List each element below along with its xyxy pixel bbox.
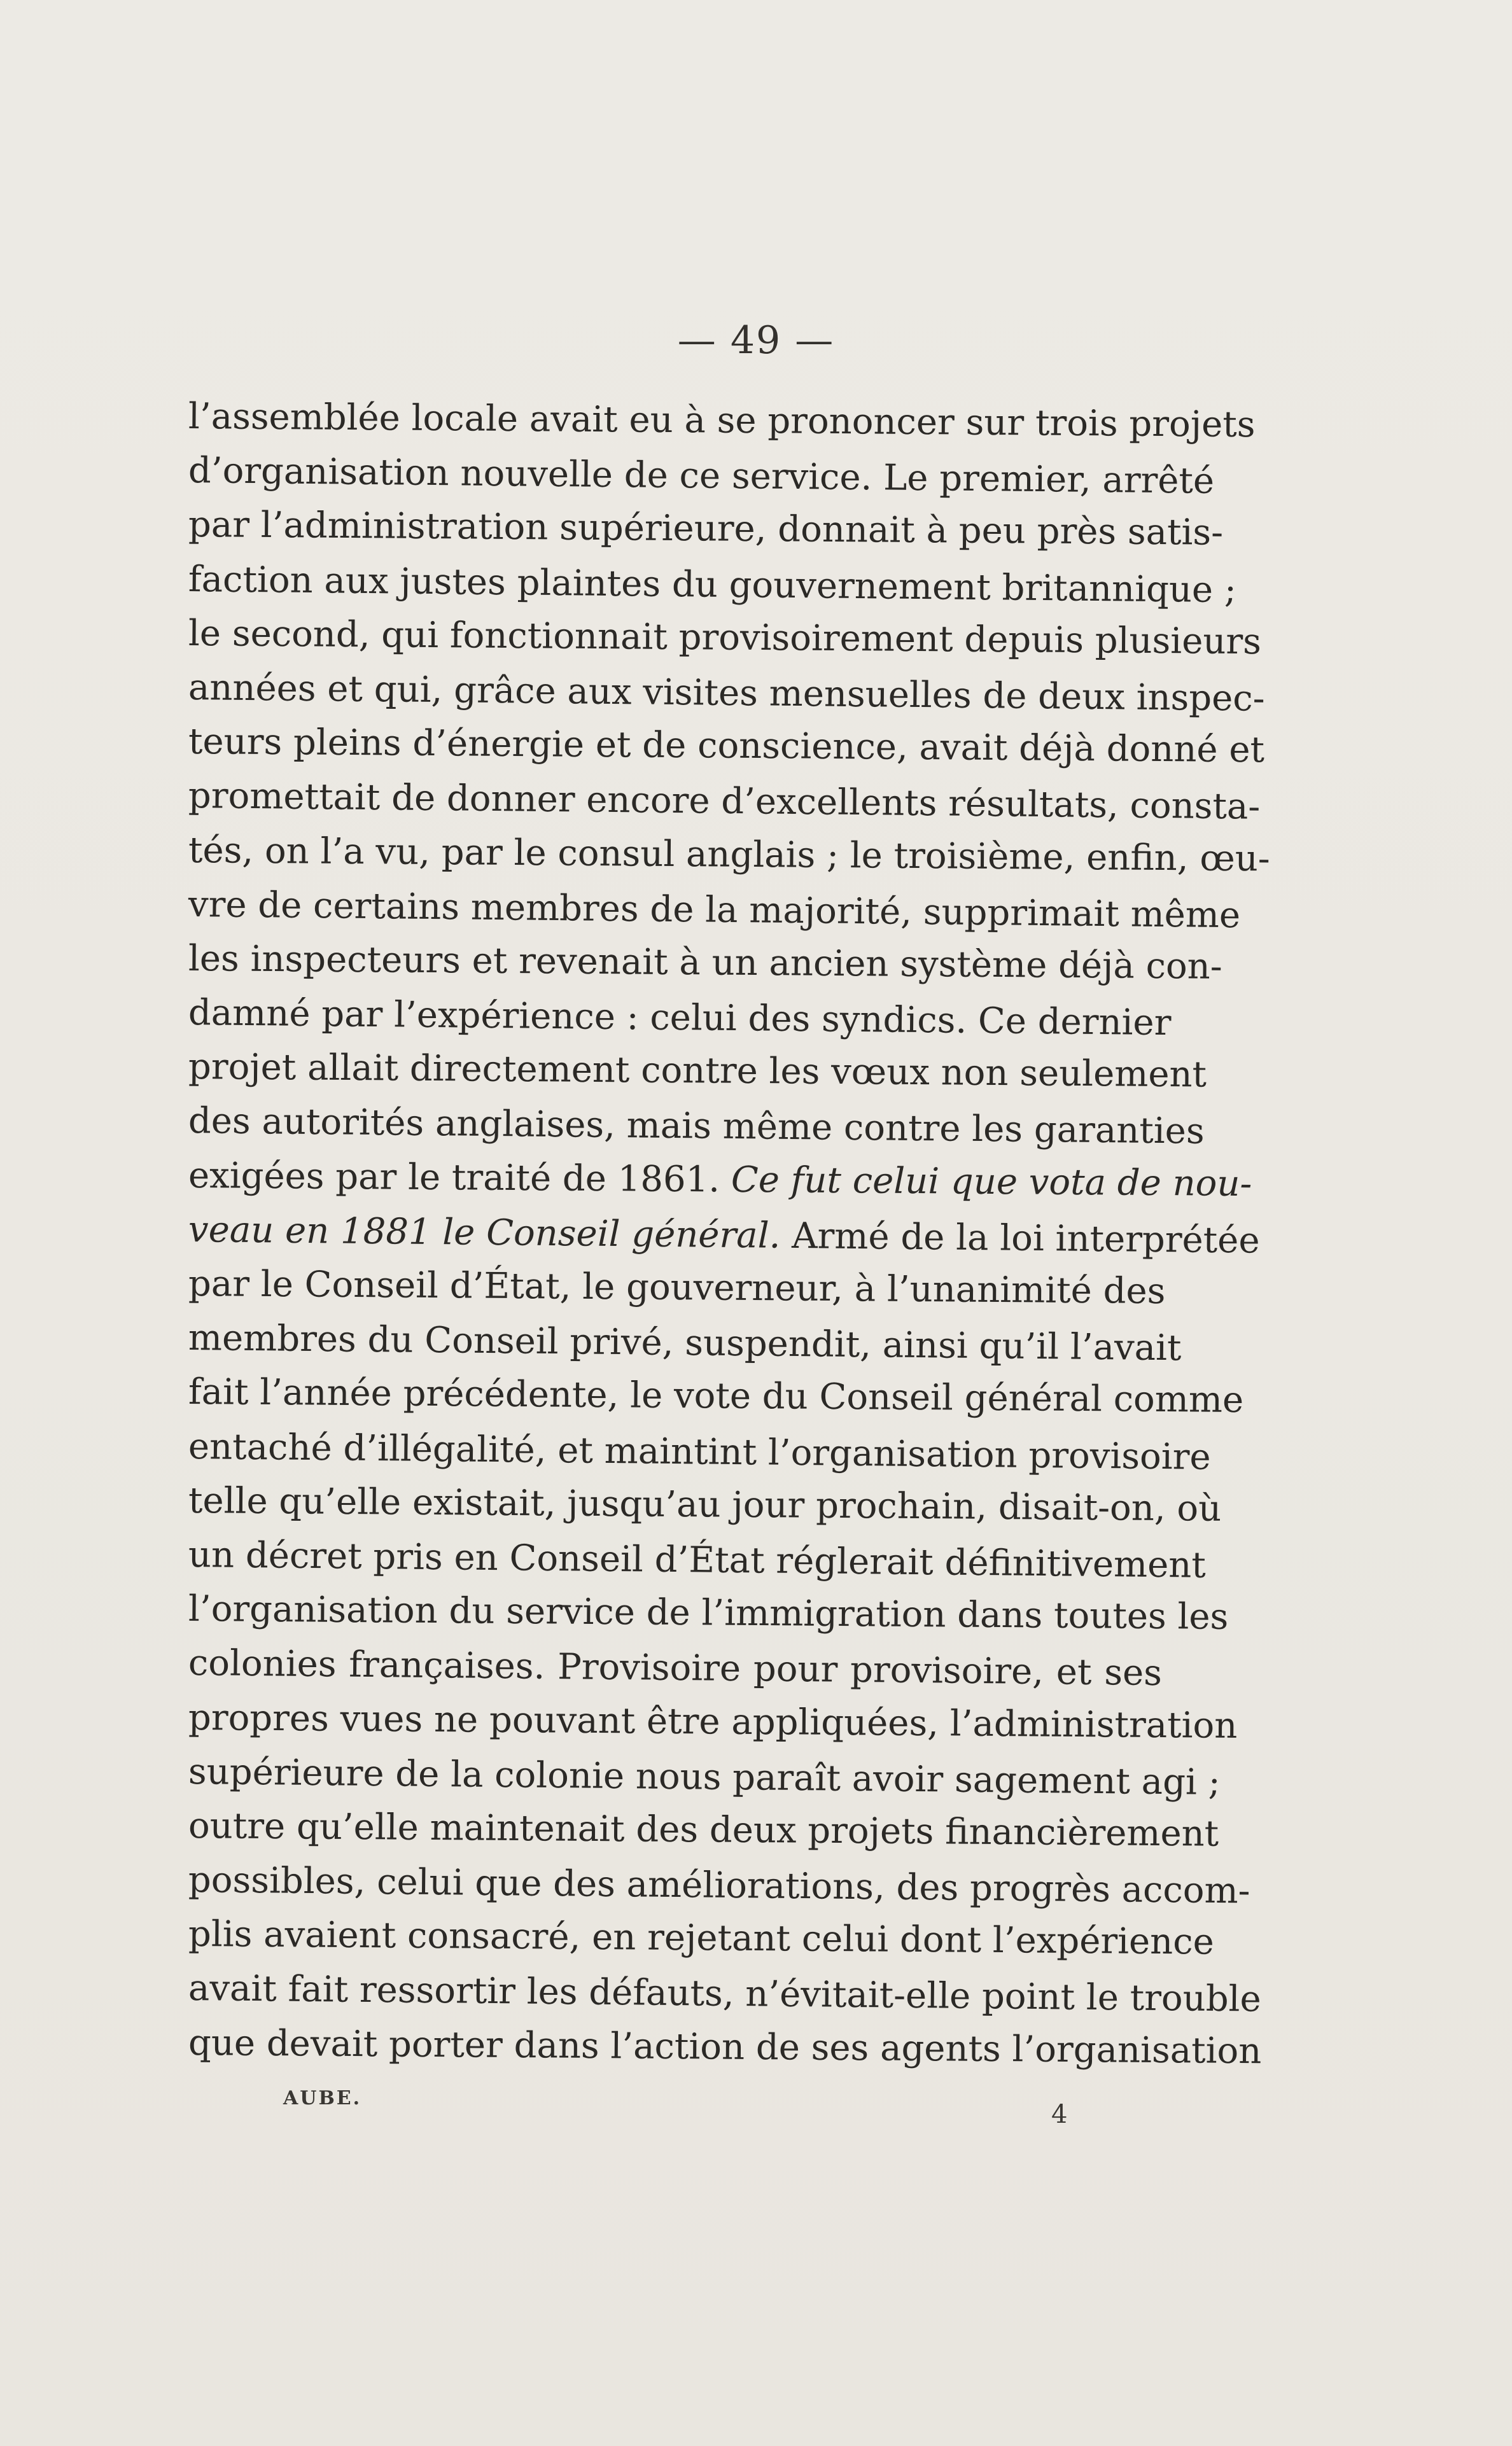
text-line: supérieure de la colonie nous paraît avoir sagement agi ;	[188, 1751, 1221, 1803]
text-line: promettait de donner encore d’excellents résultats, consta-	[188, 775, 1261, 828]
text-line: par le Conseil d’État, le gouverneur, à l’unanimité des	[188, 1263, 1166, 1313]
text-line: faction aux justes plaintes du gouvernement britannique ;	[188, 558, 1237, 611]
text-line: plis avaient consacré, en rejetant celui dont l’expérience	[188, 1913, 1215, 1963]
text-line: possibles, celui que des améliorations, des progrès accom-	[188, 1859, 1250, 1912]
italic-segment: veau en 1881 le Conseil général.	[188, 1208, 781, 1257]
page-number: — 49 —	[677, 318, 835, 363]
text-line: propres vues ne pouvant être appliquées, l’administration	[188, 1696, 1238, 1747]
printer-signature-mark: AUBE.	[283, 2087, 362, 2109]
text-line: l’assemblée locale avait eu à se prononcer sur trois projets	[188, 396, 1256, 446]
text-line: teurs pleins d’énergie et de conscience, avait déjà donné et	[188, 721, 1265, 771]
body-text	[188, 389, 1270, 2072]
text-line: avait fait ressortir les défauts, n’évitait-elle point le trouble	[188, 1967, 1261, 2021]
text-line: années et qui, grâce aux visites mensuelles de deux inspec-	[188, 666, 1265, 720]
text-line: que devait porter dans l’action de ses agents l’organisation	[188, 2022, 1262, 2072]
text-line: damné par l’expérience : celui des syndics. Ce dernier	[188, 992, 1172, 1044]
text-line: tés, on l’a vu, par le consul anglais ; le troisième, enfin, œu-	[188, 829, 1270, 879]
sheet-number: 4	[1051, 2100, 1068, 2129]
text-line: le second, qui fonctionnait provisoirement depuis plusieurs	[188, 612, 1262, 662]
text-line: entaché d’illégalité, et maintint l’organisation provisoire	[188, 1425, 1211, 1478]
text-line: des autorités anglaises, mais même contre les garanties	[188, 1100, 1205, 1153]
italic-segment: Ce fut celui que vota de nou-	[731, 1159, 1252, 1205]
text-line: les inspecteurs et revenait à un ancien système déjà con-	[188, 937, 1222, 988]
text-segment: Armé de la loi interprétée	[780, 1215, 1260, 1262]
text-line: d’organisation nouvelle de ce service. Le premier, arrêté	[188, 450, 1215, 503]
text-line: vre de certains membres de la majorité, supprimait même	[188, 883, 1241, 936]
text-line: par l’administration supérieure, donnait à peu près satis-	[188, 504, 1224, 554]
text-line: un décret pris en Conseil d’État réglerait définitivement	[188, 1534, 1207, 1586]
text-line: fait l’année précédente, le vote du Conseil général comme	[188, 1371, 1244, 1422]
text-line: outre qu’elle maintenait des deux projets financièrement	[188, 1805, 1219, 1855]
text-line: l’organisation du service de l’immigration dans toutes les	[188, 1588, 1229, 1638]
text-line-mixed	[188, 1149, 1252, 1210]
text-line: projet allait directement contre les vœux non seulement	[188, 1046, 1207, 1096]
text-line: telle qu’elle existait, jusqu’au jour prochain, disait-on, où	[188, 1479, 1222, 1530]
text-line: colonies françaises. Provisoire pour provisoire, et ses	[188, 1642, 1163, 1695]
text-line: membres du Conseil privé, suspendit, ainsi qu’il l’avait	[188, 1317, 1182, 1369]
text-segment: exigées par le traité de 1861.	[188, 1154, 732, 1201]
